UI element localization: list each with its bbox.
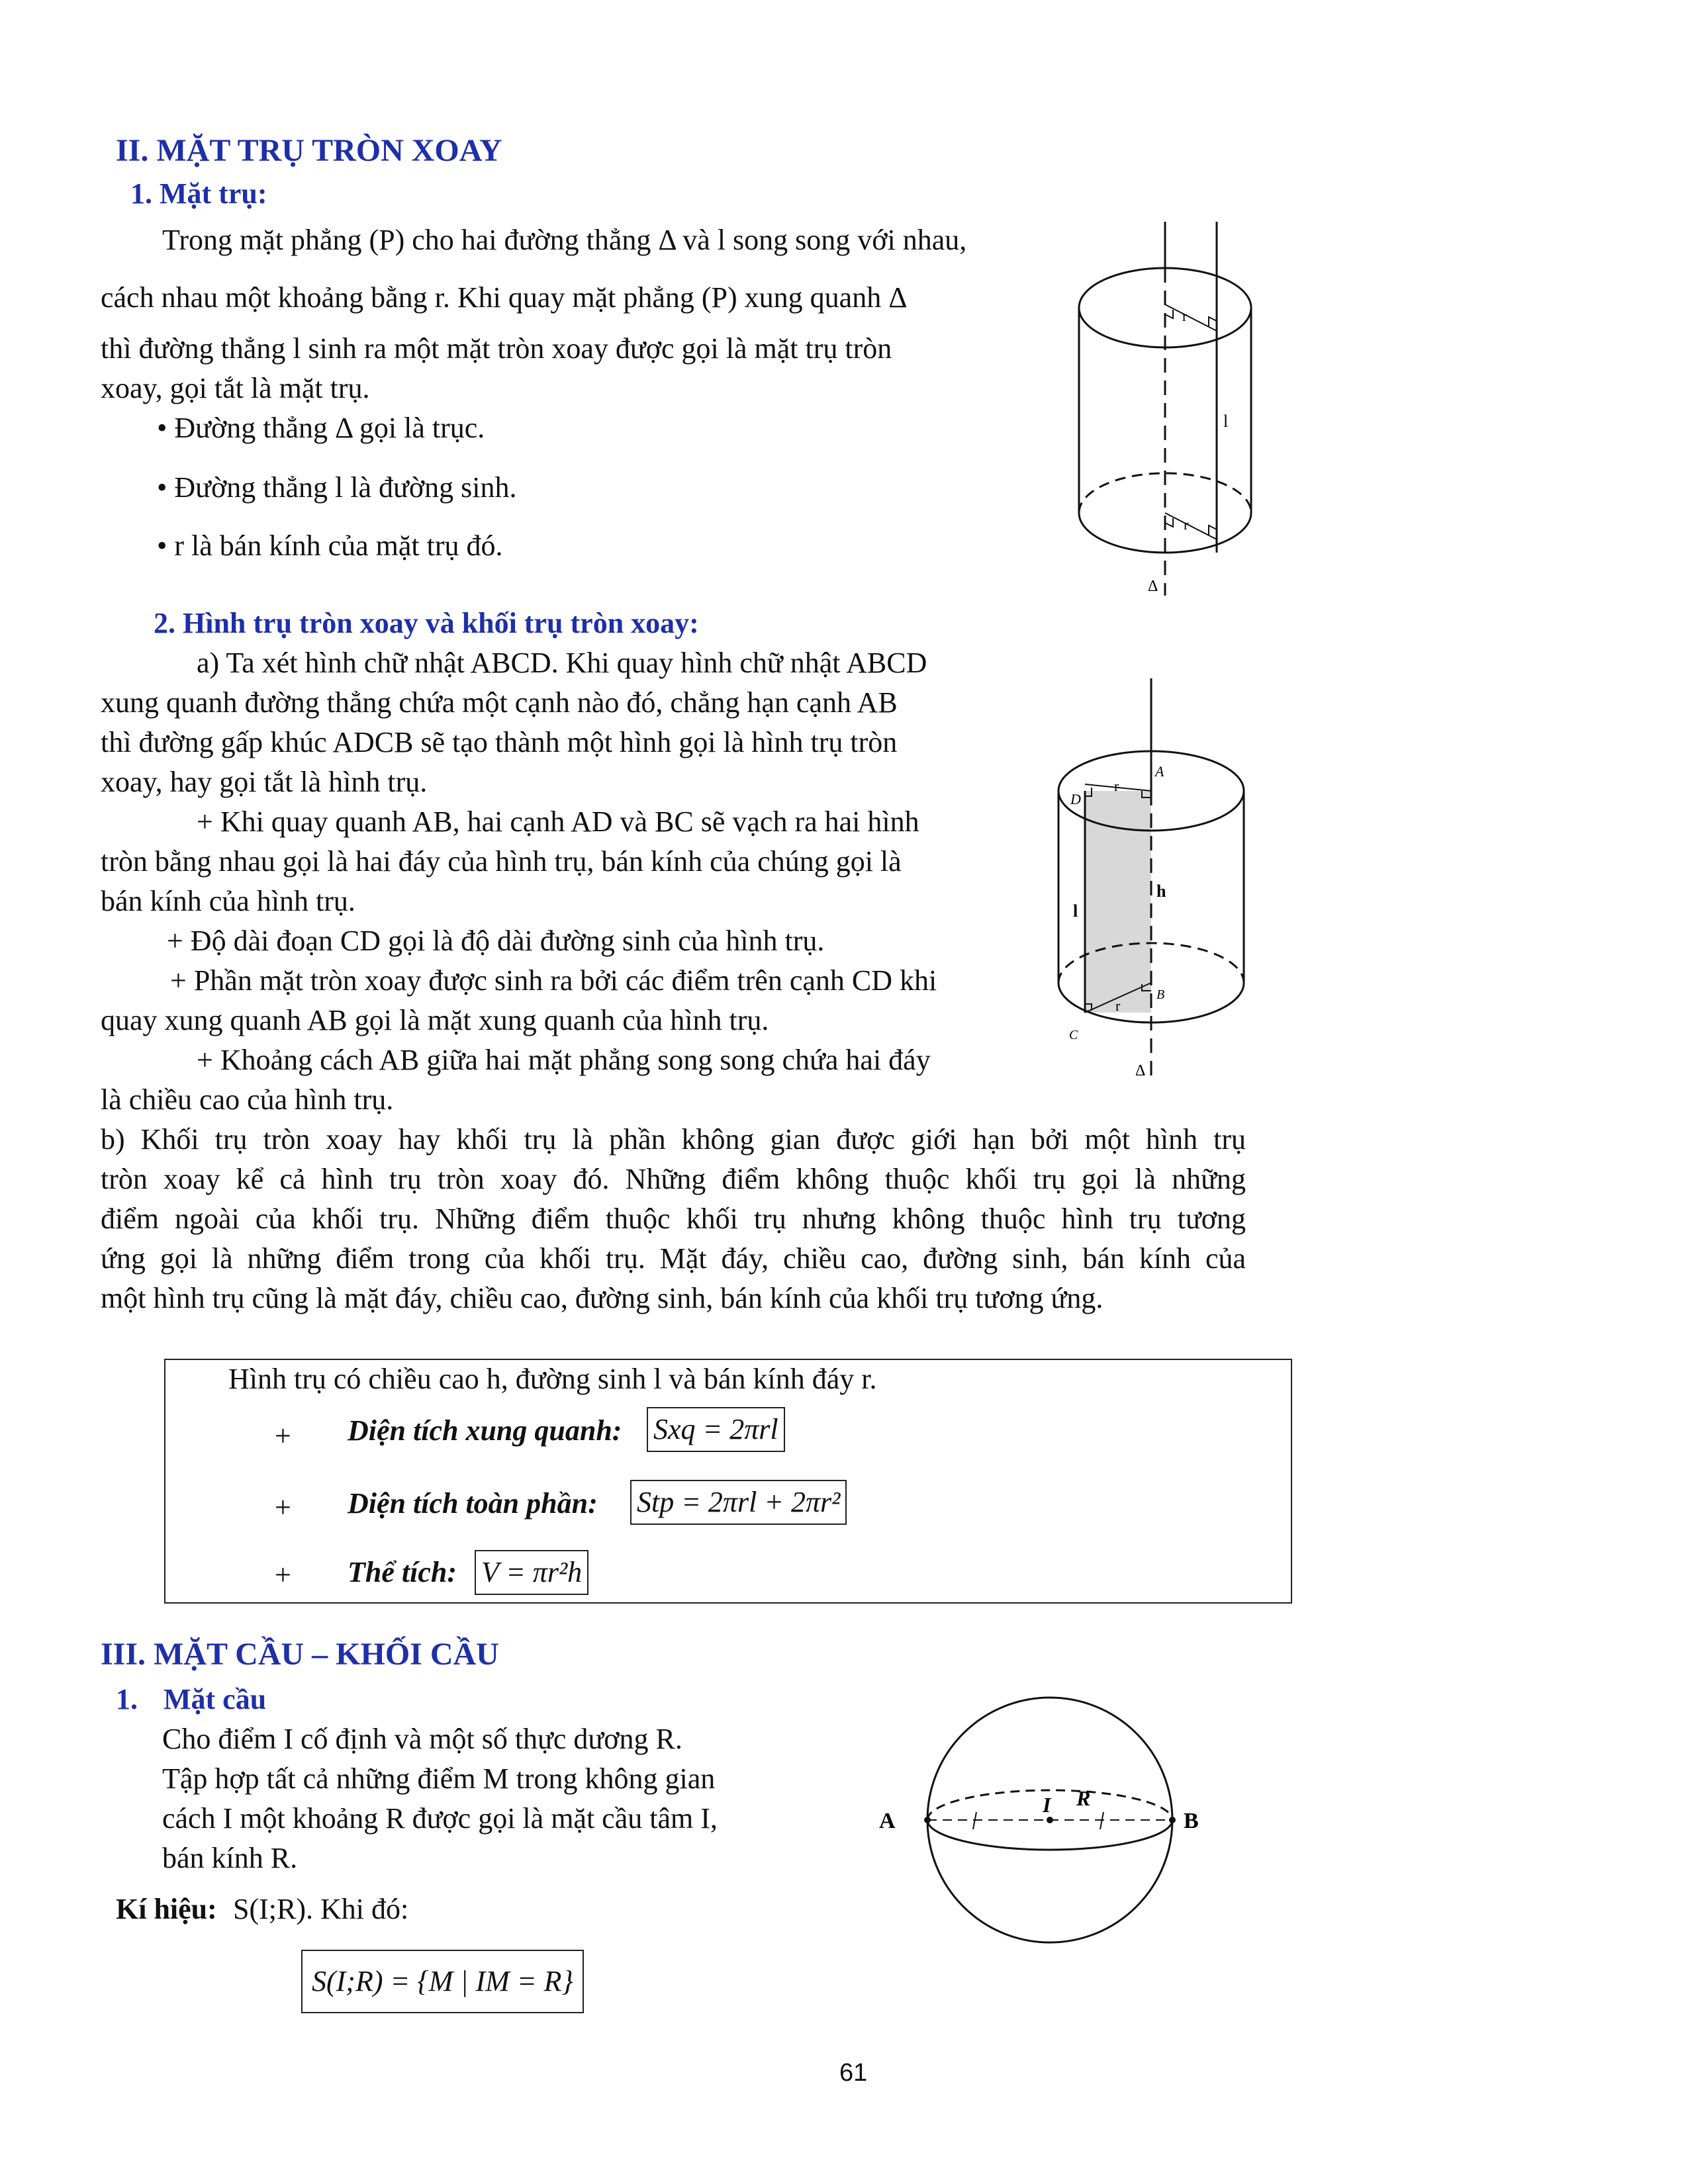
paragraph-line: bán kính R.	[162, 1842, 298, 1874]
subsection-title-sphere: Mặt cầu	[164, 1683, 267, 1715]
subsection-title-cylinder-surface: 1. Mặt trụ:	[130, 177, 267, 210]
h-label: h	[1156, 882, 1166, 901]
point-b-label: B	[1184, 1809, 1199, 1833]
r-label: r	[1182, 308, 1188, 324]
point-a-label: A	[879, 1809, 896, 1833]
r-label: r	[1184, 516, 1189, 533]
paragraph-line: Cho điểm I cố định và một số thực dương R.	[162, 1723, 682, 1755]
plus-sign: +	[275, 1491, 291, 1524]
delta-label: Δ	[1148, 578, 1158, 595]
bullet-axis: • Đường thẳng Δ gọi là trục.	[157, 412, 485, 444]
section-title: II. MẶT TRỤ TRÒN XOAY	[116, 133, 502, 168]
paragraph-line: cách I một khoảng R được gọi là mặt cầu tâm I,	[162, 1802, 718, 1835]
formula-box-intro: Hình trụ có chiều cao h, đường sinh l và bán kính đáy r.	[228, 1363, 877, 1395]
paragraph-line: Trong mặt phẳng (P) cho hai đường thẳng Δ và l song song với nhau,	[162, 224, 967, 256]
volume-label: Thể tích:	[348, 1556, 457, 1588]
paragraph-line: ứng gọi là những điểm trong của khối trụ. Mặt đáy, chiều cao, đường sinh, bán kính của	[101, 1242, 1246, 1275]
delta-label: Δ	[1135, 1062, 1146, 1079]
point-c-label: C	[1069, 1028, 1078, 1042]
paragraph-line: là chiều cao của hình trụ.	[101, 1083, 394, 1116]
page-number: 61	[839, 2059, 868, 2087]
paragraph-line: xoay, gọi tắt là mặt trụ.	[101, 372, 370, 404]
notation-label: Kí hiệu:	[116, 1893, 217, 1925]
total-area-label: Diện tích toàn phần:	[348, 1487, 598, 1520]
paragraph-line: tròn xoay kể cả hình trụ tròn xoay đó. Những điểm không thuộc khối trụ gọi là những	[101, 1163, 1246, 1195]
l-label: l	[1223, 412, 1229, 431]
paragraph-line: bán kính của hình trụ.	[101, 885, 355, 917]
paragraph-line: + Độ dài đoạn CD gọi là độ dài đường sinh của hình trụ.	[167, 925, 825, 957]
section-title: III. MẶT CẦU – KHỐI CẦU	[101, 1637, 499, 1672]
plus-sign: +	[275, 1420, 291, 1452]
paragraph-line: b) Khối trụ tròn xoay hay khối trụ là phần không gian được giới hạn bởi một hình trụ	[101, 1123, 1246, 1156]
paragraph-line: xoay, hay gọi tắt là hình trụ.	[101, 766, 428, 798]
sphere-figure	[867, 1688, 1225, 1966]
paragraph-line: + Khi quay quanh AB, hai cạnh AD và BC sẽ vạch ra hai hình	[197, 805, 919, 838]
volume-formula: V = πr²h	[475, 1550, 588, 1595]
point-d-label: D	[1070, 791, 1081, 807]
subsection-title-cylinder-solid: 2. Hình trụ tròn xoay và khối trụ tròn xoay:	[154, 607, 699, 639]
lateral-area-formula: Sxq = 2πrl	[647, 1407, 785, 1452]
cylinder-surface-figure	[1066, 222, 1278, 606]
paragraph-line: + Phần mặt tròn xoay được sinh ra bởi các điểm trên cạnh CD khi	[170, 964, 937, 997]
paragraph-line: thì đường thẳng l sinh ra một mặt tròn xoay được gọi là mặt trụ tròn	[101, 332, 892, 365]
paragraph-line: thì đường gấp khúc ADCB sẽ tạo thành một hình gọi là hình trụ tròn	[101, 726, 898, 758]
lateral-area-label: Diện tích xung quanh:	[348, 1414, 622, 1447]
sphere-definition: S(I;R) = {M | IM = R}	[301, 1950, 584, 2013]
paragraph-line: cách nhau một khoảng bằng r. Khi quay mặt phẳng (P) xung quanh Δ	[101, 281, 908, 314]
plus-sign: +	[275, 1559, 291, 1591]
point-b-label: B	[1156, 987, 1165, 1002]
cylinder-rectangle-figure	[1049, 678, 1268, 1089]
paragraph-line: điểm ngoài của khối trụ. Những điểm thuộc khối trụ nhưng không thuộc hình trụ tương	[101, 1203, 1246, 1235]
paragraph-line: + Khoảng cách AB giữa hai mặt phẳng song song chứa hai đáy	[197, 1044, 931, 1076]
paragraph-line: xung quanh đường thẳng chứa một cạnh nào đó, chẳng hạn cạnh AB	[101, 686, 898, 719]
r-label: r	[1114, 778, 1119, 794]
total-area-formula: Stp = 2πrl + 2πr²	[630, 1480, 847, 1525]
paragraph-line: quay xung quanh AB gọi là mặt xung quanh của hình trụ.	[101, 1004, 769, 1036]
notation-text: S(I;R). Khi đó:	[233, 1893, 409, 1925]
paragraph-line: a) Ta xét hình chữ nhật ABCD. Khi quay hình chữ nhật ABCD	[197, 647, 927, 679]
center-i-label: I	[1043, 1793, 1051, 1817]
subsection-number: 1.	[116, 1683, 138, 1715]
bullet-radius: • r là bán kính của mặt trụ đó.	[157, 529, 503, 562]
paragraph-line: Tập hợp tất cả những điểm M trong không gian	[162, 1762, 716, 1795]
paragraph-line: một hình trụ cũng là mặt đáy, chiều cao, đường sinh, bán kính của khối trụ tương ứng.	[101, 1282, 1103, 1314]
r-label: r	[1115, 997, 1121, 1014]
point-a-label: A	[1155, 763, 1164, 780]
bullet-generatrix: • Đường thẳng l là đường sinh.	[157, 471, 517, 504]
l-label: l	[1073, 901, 1078, 921]
radius-r-label: R	[1076, 1786, 1091, 1810]
paragraph-line: tròn bằng nhau gọi là hai đáy của hình trụ, bán kính của chúng gọi là	[101, 845, 902, 878]
